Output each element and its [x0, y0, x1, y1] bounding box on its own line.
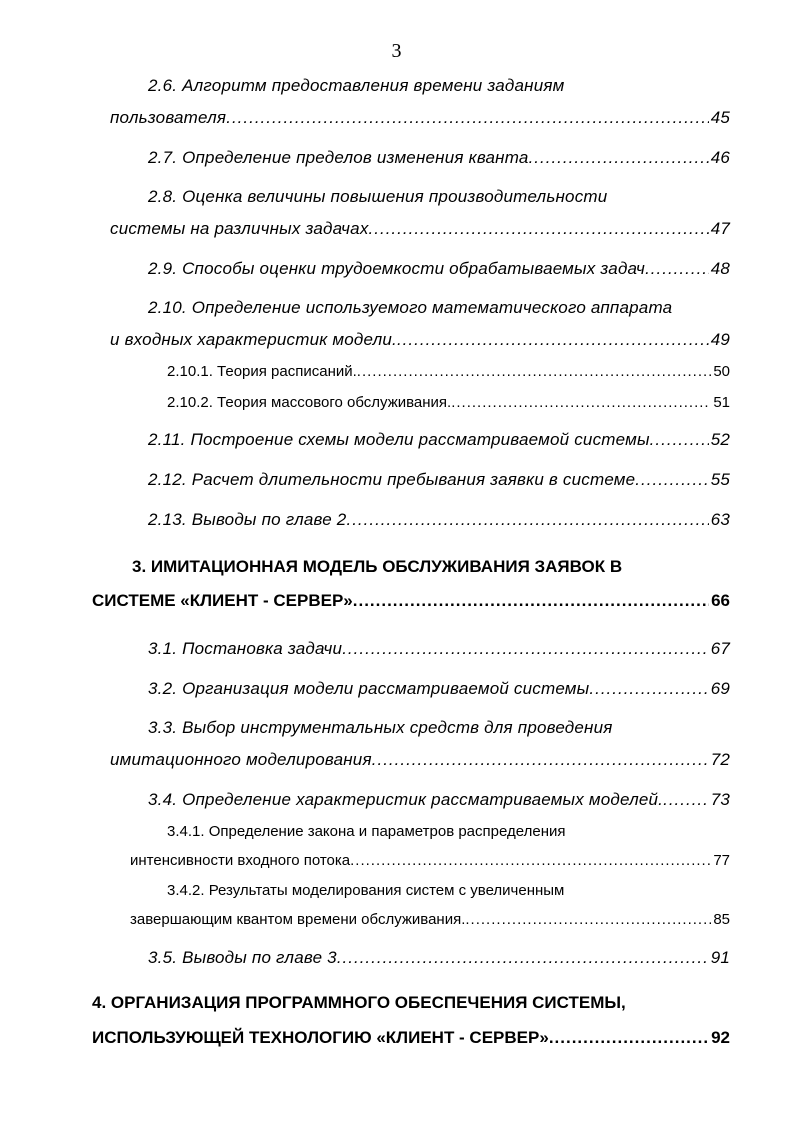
toc-entry-2-10-2 [167, 391, 730, 415]
dot-leader [353, 589, 709, 613]
toc-chapter-title: СИСТЕМЕ «КЛИЕНТ - СЕРВЕР» [92, 591, 353, 610]
toc-entry-3-4-2-line2 [130, 908, 730, 932]
toc-entry-3-4-2-line1 [167, 879, 564, 903]
toc-entry-title: 2.10.1. Теория расписаний. [167, 363, 357, 380]
dot-leader [451, 391, 711, 415]
toc-entry-title: имитационного моделирования [110, 750, 372, 769]
toc-entry-2-6-line2 [110, 106, 730, 130]
toc-page-number: 66 [711, 591, 730, 610]
toc-page-number: 51 [713, 394, 730, 411]
toc-entry-2-9 [148, 257, 730, 281]
dot-leader [635, 468, 708, 492]
toc-entry-title: 2.10. Определение используемого математического аппарата [148, 298, 673, 317]
dot-leader [226, 106, 708, 130]
toc-page-number: 67 [710, 639, 730, 658]
toc-entry-title: 2.6. Алгоритм предоставления времени заданиям [148, 76, 565, 95]
dot-leader [350, 849, 711, 873]
toc-entry-2-12 [148, 468, 730, 492]
page-number: 3 [391, 40, 402, 62]
toc-page-number: 63 [710, 510, 730, 529]
toc-entry-title: 2.12. Расчет длительности пребывания заявки в системе [148, 470, 636, 489]
dot-leader [589, 677, 708, 701]
toc-entry-title: 3.4. Определение характеристик рассматриваемых моделей. [148, 790, 664, 809]
toc-entry-title: 3.2. Организация модели рассматриваемой системы [148, 679, 590, 698]
toc-page-number: 49 [710, 330, 730, 349]
toc-chapter-title: 4. ОРГАНИЗАЦИЯ ПРОГРАММНОГО ОБЕСПЕЧЕНИЯ СИСТЕМЫ, [92, 993, 626, 1012]
toc-entry-2-13 [148, 508, 730, 532]
toc-entry-title: 3.1. Постановка задачи [148, 639, 343, 658]
toc-chapter-3-line2 [92, 589, 730, 613]
toc-entry-3-4-1-line1 [167, 820, 565, 844]
dot-leader [337, 946, 709, 970]
toc-page-number: 72 [710, 750, 730, 769]
dot-leader [342, 637, 708, 661]
toc-entry-3-3-line1 [148, 716, 613, 740]
dot-leader [663, 788, 709, 812]
toc-entry-2-6-line1 [148, 74, 565, 98]
dot-leader [645, 257, 709, 281]
toc-page-number: 48 [710, 259, 730, 278]
toc-entry-title: 2.8. Оценка величины повышения производительности [148, 187, 608, 206]
toc-entry-2-10-line2 [110, 328, 730, 352]
toc-chapter-3-line1 [132, 555, 622, 579]
toc-page-number: 46 [710, 148, 730, 167]
toc-entry-title: 2.9. Способы оценки трудоемкости обрабатываемых задач [148, 259, 646, 278]
toc-entry-title: пользователя [110, 108, 227, 127]
toc-entry-2-10-1 [167, 360, 730, 384]
toc-entry-title: интенсивности входного потока [130, 852, 351, 869]
toc-entry-title: 3.4.2. Результаты моделирования систем с увеличенным [167, 882, 565, 899]
toc-chapter-4-line2 [92, 1026, 730, 1050]
toc-page-number: 52 [710, 430, 730, 449]
dot-leader [346, 508, 708, 532]
toc-page-number: 45 [710, 108, 730, 127]
toc-page-number: 69 [710, 679, 730, 698]
toc-entry-title: 2.10.2. Теория массового обслуживания. [167, 394, 452, 411]
toc-entry-3-1 [148, 637, 730, 661]
dot-leader [529, 146, 709, 170]
toc-entry-title: 3.3. Выбор инструментальных средств для проведения [148, 718, 613, 737]
toc-entry-2-8-line2 [110, 217, 730, 241]
toc-page-number: 47 [710, 219, 730, 238]
toc-entry-title: завершающим квантом времени обслуживания. [130, 911, 466, 928]
toc-entry-title: системы на различных задачах [110, 219, 369, 238]
toc-entry-title: 2.13. Выводы по главе 2 [148, 510, 347, 529]
toc-entry-title: 2.11. Построение схемы модели рассматриваемой системы [148, 430, 650, 449]
toc-entry-2-10-line1 [148, 296, 672, 320]
toc-page-number: 55 [710, 470, 730, 489]
toc-entry-3-5 [148, 946, 730, 970]
toc-page-number: 73 [710, 790, 730, 809]
toc-page-number: 50 [713, 363, 730, 380]
toc-page-number: 92 [711, 1028, 730, 1047]
dot-leader [372, 748, 709, 772]
toc-entry-3-4-1-line2 [130, 849, 730, 873]
dot-leader [357, 360, 712, 384]
toc-entry-title: 3.4.1. Определение закона и параметров распределения [167, 823, 566, 840]
toc-entry-title: 3.5. Выводы по главе 3 [148, 948, 337, 967]
toc-chapter-title: 3. ИМИТАЦИОННАЯ МОДЕЛЬ ОБСЛУЖИВАНИЯ ЗАЯВОК В [132, 557, 623, 576]
toc-page-number: 77 [713, 852, 730, 869]
toc-page-number: 85 [713, 911, 730, 928]
toc-entry-title: 2.7. Определение пределов изменения кванта [148, 148, 529, 167]
toc-page-number: 91 [710, 948, 730, 967]
toc-chapter-title: ИСПОЛЬЗУЮЩЕЙ ТЕХНОЛОГИЮ «КЛИЕНТ - СЕРВЕР» [92, 1028, 549, 1047]
dot-leader [549, 1026, 709, 1050]
toc-entry-title: и входных характеристик модели. [110, 330, 397, 349]
toc-chapter-4-line1 [92, 991, 626, 1015]
toc-entry-2-7 [148, 146, 730, 170]
toc-entry-3-3-line2 [110, 748, 730, 772]
dot-leader [650, 428, 709, 452]
toc-entry-3-2 [148, 677, 730, 701]
dot-leader [397, 328, 709, 352]
dot-leader [369, 217, 709, 241]
dot-leader [465, 908, 711, 932]
toc-entry-2-11 [148, 428, 730, 452]
toc-entry-2-8-line1 [148, 185, 607, 209]
toc-entry-3-4 [148, 788, 730, 812]
